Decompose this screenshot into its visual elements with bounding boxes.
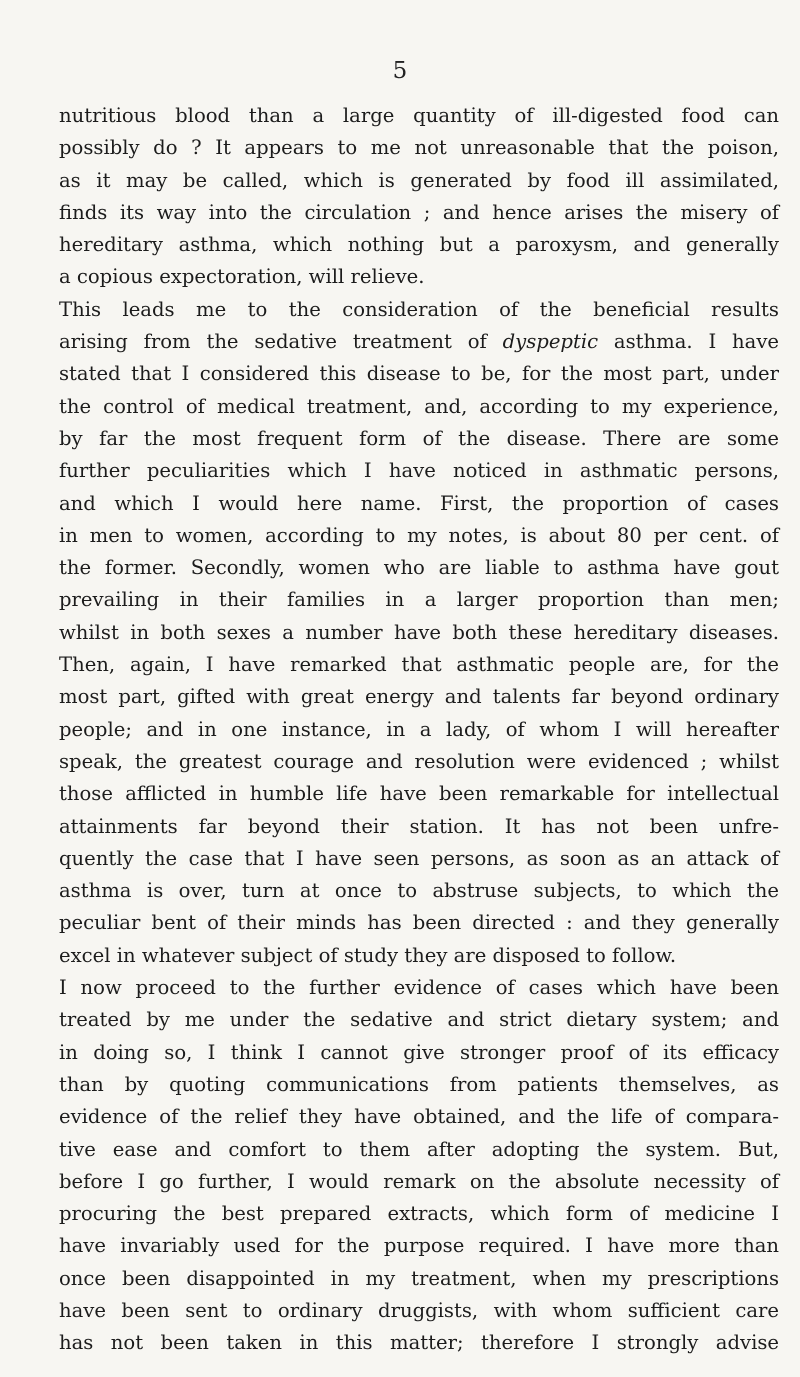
text-line: in doing so, I think I cannot give stronger proof of its efficacy — [59, 1040, 779, 1064]
text-line: people; and in one instance, in a lady, of whom I will hereafter — [59, 717, 779, 741]
text-line: the former. Secondly, women who are liable to asthma have gout — [59, 556, 779, 580]
text-line: attainments far beyond their station. It has not been unfre- — [59, 814, 779, 838]
text-line: the control of medical treatment, and, according to my experience, — [59, 394, 779, 418]
text-line: than by quoting communications from patients themselves, as — [59, 1072, 779, 1096]
text-line: treated by me under the sedative and strict dietary system; and — [59, 1008, 779, 1032]
text-line: nutritious blood than a large quantity of ill-digested food can — [59, 104, 779, 127]
text-line: asthma is over, turn at once to abstruse subjects, to which the — [59, 879, 779, 903]
text-line: I now proceed to the further evidence of cases which have been — [59, 976, 779, 1000]
text-line: possibly do ? It appears to me not unreasonable that the poison, — [59, 136, 779, 160]
text-line: procuring the best prepared extracts, which form of medicine I — [59, 1202, 779, 1226]
text-segment: asthma. I have — [598, 330, 779, 354]
text-line: speak, the greatest courage and resolution were evidenced ; whilst — [59, 749, 779, 773]
text-line: has not been taken in this matter; therefore I strongly advise — [59, 1331, 779, 1355]
text-line: peculiar bent of their minds has been directed : and they generally — [59, 911, 779, 935]
text-line: most part, gifted with great energy and talents far beyond ordinary — [59, 685, 779, 709]
text-line: whilst in both sexes a number have both these hereditary diseases. — [59, 620, 779, 644]
italic-term: dyspeptic — [502, 330, 599, 354]
text-line-with-italic — [59, 326, 779, 358]
text-line: finds its way into the circulation ; and hence arises the misery of — [59, 200, 779, 224]
text-line: have been sent to ordinary druggists, with whom sufficient care — [59, 1298, 779, 1322]
text-segment: arising from the sedative treatment of — [59, 330, 503, 354]
body-text — [59, 100, 779, 1360]
text-line: before I go further, I would remark on the absolute necessity of — [59, 1169, 779, 1193]
text-line: tive ease and comfort to them after adopting the system. But, — [59, 1137, 779, 1161]
text-line: a copious expectoration, will relieve. — [59, 265, 425, 289]
text-line: excel in whatever subject of study they are disposed to follow. — [59, 943, 677, 967]
text-line: and which I would here name. First, the proportion of cases — [59, 491, 779, 515]
text-line: have invariably used for the purpose required. I have more than — [59, 1234, 779, 1258]
text-line: prevailing in their families in a larger proportion than men; — [59, 588, 779, 612]
text-line: quently the case that I have seen persons, as soon as an attack of — [59, 846, 779, 870]
text-line: those afflicted in humble life have been remarkable for intellectual — [59, 782, 779, 806]
text-line: further peculiarities which I have noticed in asthmatic persons, — [59, 459, 779, 483]
text-line: This leads me to the consideration of the beneficial results — [59, 297, 779, 321]
text-line: hereditary asthma, which nothing but a paroxysm, and generally — [59, 233, 779, 257]
text-line: Then, again, I have remarked that asthmatic people are, for the — [59, 653, 779, 677]
page-number: 5 — [392, 58, 408, 84]
text-line: in men to women, according to my notes, is about 80 per cent. of — [59, 523, 779, 547]
text-line: by far the most frequent form of the disease. There are some — [59, 426, 779, 450]
text-line: once been disappointed in my treatment, when my prescriptions — [59, 1266, 779, 1290]
text-line: evidence of the relief they have obtained, and the life of compara- — [59, 1105, 779, 1129]
text-line: as it may be called, which is generated by food ill assimilated, — [59, 168, 779, 192]
text-line: stated that I considered this disease to be, for the most part, under — [59, 362, 779, 386]
